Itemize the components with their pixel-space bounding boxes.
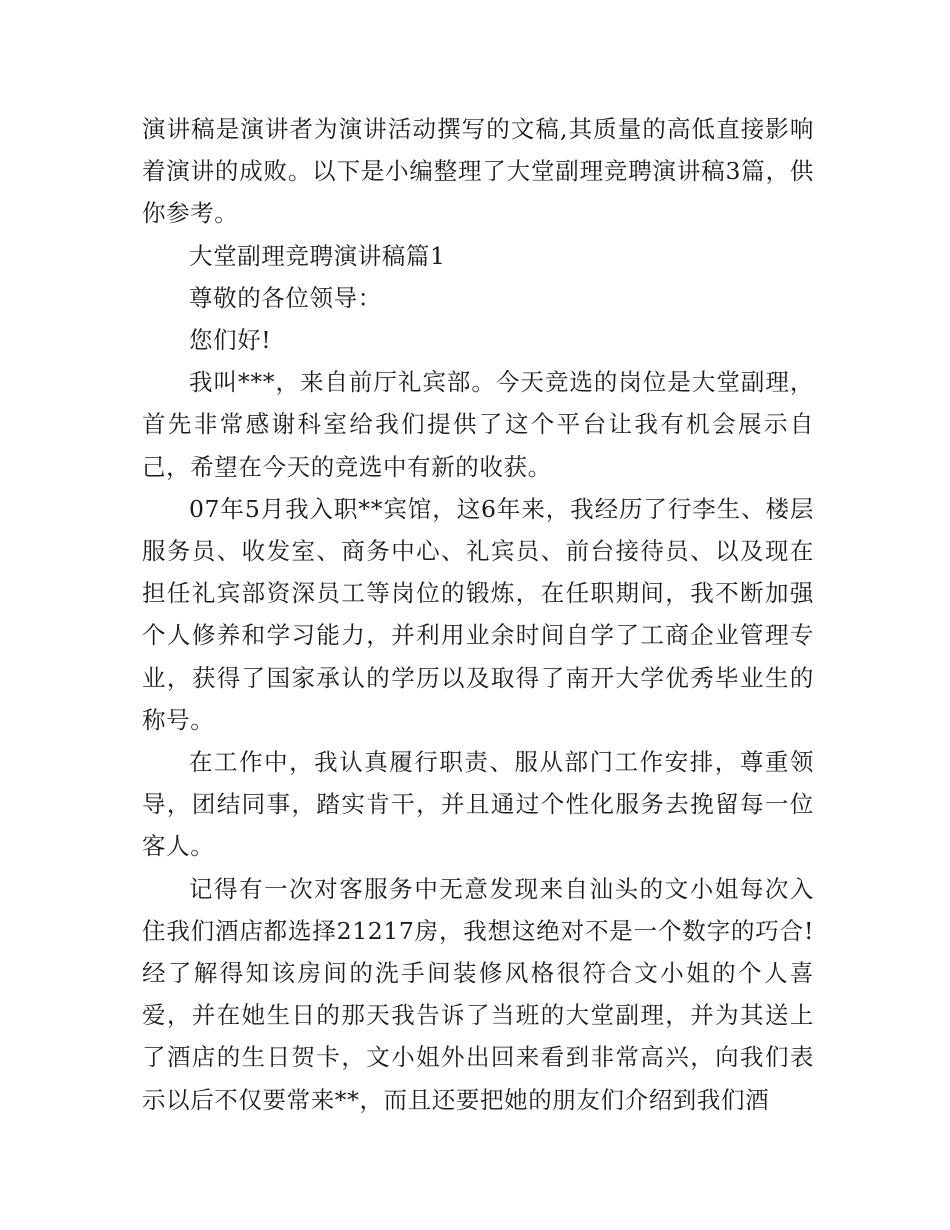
body-paragraph: 我叫***，来自前厅礼宾部。今天竞选的岗位是大堂副理，首先非常感谢科室给我们提供了这个平台让我有机会展示自己，希望在今天的竞选中有新的收获。 bbox=[142, 368, 814, 481]
document-body bbox=[142, 108, 814, 1121]
salutation: 尊敬的各位领导： bbox=[189, 283, 382, 312]
intro-paragraph: 演讲稿是演讲者为演讲活动撰写的文稿,其质量的高低直接影响着演讲的成败。以下是小编整理了大堂副理竞聘演讲稿3篇，供你参考。 bbox=[142, 115, 814, 228]
body-paragraph: 记得有一次对客服务中无意发现来自汕头的文小姐每次入住我们酒店都选择21217房，我想这绝对不是一个数字的巧合!经了解得知该房间的洗手间装修风格很符合文小姐的个人喜爱，并在她生日的那天我告诉了当班的大堂副理，并为其送上了酒店的生日贺卡，文小姐外出回来看到非常高兴，向我们表示以后不仅要常来**，而且还要把她的朋友们介绍到我们酒 bbox=[142, 874, 814, 1114]
greeting: 您们好! bbox=[189, 326, 272, 355]
section-heading: 大堂副理竞聘演讲稿篇1 bbox=[189, 241, 446, 270]
body-paragraph: 在工作中，我认真履行职责、服从部门工作安排，尊重领导，团结同事，踏实肯干，并且通过个性化服务去挽留每一位客人。 bbox=[142, 748, 814, 861]
body-paragraph: 07年5月我入职**宾馆，这6年来，我经历了行李生、楼层服务员、收发室、商务中心、礼宾员、前台接待员、以及现在担任礼宾部资深员工等岗位的锻炼，在任职期间，我不断加强个人修养和学习能力，并利用业余时间自学了工商企业管理专业，获得了国家承认的学历以及取得了南开大学优秀毕业生的称号。 bbox=[142, 494, 814, 734]
